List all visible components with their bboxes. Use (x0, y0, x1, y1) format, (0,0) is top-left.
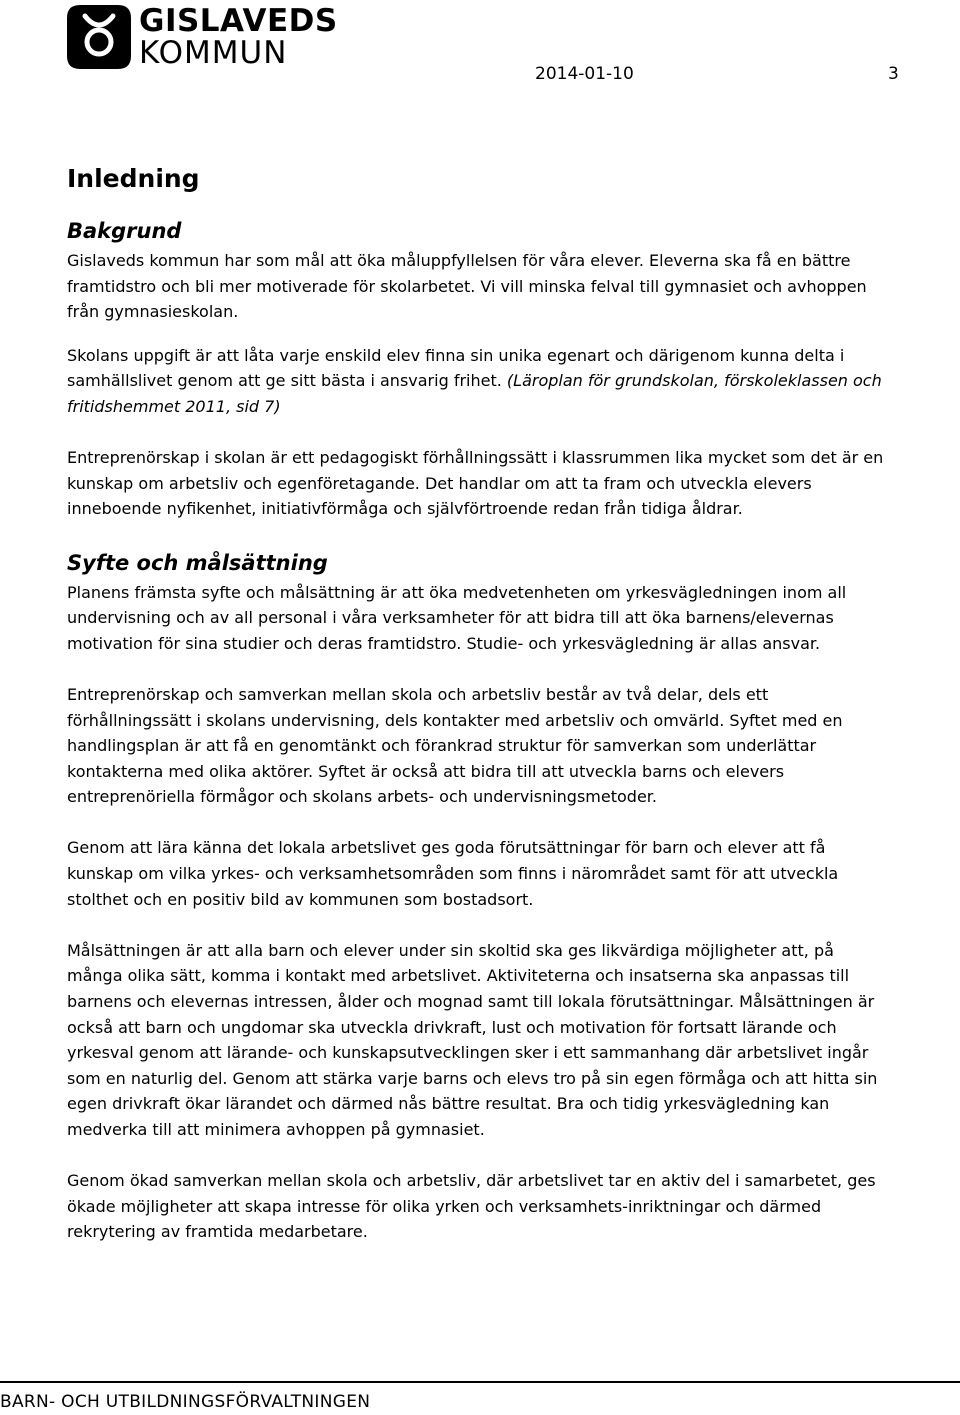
municipality-emblem-icon (66, 4, 132, 70)
document-date: 2014-01-10 (535, 64, 634, 84)
footer-department: BARN- OCH UTBILDNINGSFÖRVALTNINGEN (0, 1392, 371, 1412)
logo-line-1: GISLAVEDS (139, 3, 338, 39)
footer-divider (0, 1381, 960, 1383)
paragraph: Genom ökad samverkan mellan skola och arbetsliv, där arbetslivet tar en aktiv del i samarbetet, ges ökade möjligheter att skapa intresse för olika yrken och verksamhets-inriktningar och därmed rekrytering av framtida medarbetare. (67, 1171, 876, 1242)
paragraph: Planens främsta syfte och målsättning är att öka medvetenheten om yrkesvägledningen inom all undervisning och av all personal i våra verksamheter för att bidra till att öka barnens/elevernas motivation för sina studier och deras framtidstro. Studie- och yrkesvägledning är allas ansvar. (67, 582, 847, 653)
paragraph-text: Skolans uppgift är att låta varje enskild elev finna sin unika egenart och därigenom kunna delta i samhällslivet genom att ge sitt bästa i ansvarig frihet. (67, 345, 845, 391)
page-number: 3 (888, 64, 899, 84)
paragraph: Målsättningen är att alla barn och elever under sin skoltid ska ges likvärdiga möjligheter att, på många olika sätt, komma i kontakt med arbetslivet. Aktiviteterna och insatserna ska anpassas till barnens och elevernas intressen, ålder och mognad samt till lokala förutsättningar. Målsättningen är också att barn och ungdomar ska utveckla drivkraft, lust och motivation för fortsatt lärande och yrkesval genom att lärande- och kunskapsutvecklingen sker i ett sammanhang där arbetslivet ingår som en naturlig del. Genom att stärka varje barns och elevs tro på sin egen förmåga och att hitta sin egen drivkraft ökar lärandet och därmed nås bättre resultat. Bra och tidig yrkesvägledning kan medverka till att minimera avhoppen på gymnasiet. (67, 940, 878, 1139)
logo-line-2: KOMMUN (139, 35, 288, 71)
document-body (67, 160, 893, 1245)
paragraph-with-citation (67, 343, 893, 420)
section-heading-syfte: Syfte och målsättning (67, 550, 328, 575)
section-heading-bakgrund: Bakgrund (67, 219, 182, 243)
paragraph: Gislaveds kommun har som mål att öka måluppfyllelsen för våra elever. Eleverna ska få en bättre framtidstro och bli mer motiverade för skolarbetet. Vi vill minska felval till gymnasiet och avhoppen från gymnasieskolan. (67, 251, 867, 322)
page-header (0, 0, 960, 84)
gislaveds-kommun-logo (66, 4, 356, 70)
citation: (Läroplan för grundskolan, förskoleklassen och fritidshemmet 2011, sid 7) (67, 371, 882, 416)
paragraph: Entreprenörskap i skolan är ett pedagogiskt förhållningssätt i klassrummen lika mycket som det är en kunskap om arbetsliv och egenföretagande. Det handlar om att ta fram och utveckla elevers inneboende nyfikenhet, initiativförmåga och självförtroende redan från tidiga åldrar. (67, 448, 884, 519)
document-title: Inledning (67, 164, 200, 193)
paragraph: Entreprenörskap och samverkan mellan skola och arbetsliv består av två delar, dels ett förhållningssätt i skolans undervisning, dels kontakter med arbetsliv och omvärld. Syftet med en handlingsplan är att få en genomtänkt och förankrad struktur för samverkan som underlättar kontakterna med olika aktörer. Syftet är också att bidra till att utveckla barns och elevers entreprenöriella förmågor och skolans arbets- och undervisningsmetoder. (67, 684, 843, 807)
paragraph: Genom att lära känna det lokala arbetslivet ges goda förutsättningar för barn och elever att få kunskap om vilka yrkes- och verksamhetsområden som finns i närområdet samt för att utveckla stolthet och en positiv bild av kommunen som bostadsort. (67, 838, 839, 909)
